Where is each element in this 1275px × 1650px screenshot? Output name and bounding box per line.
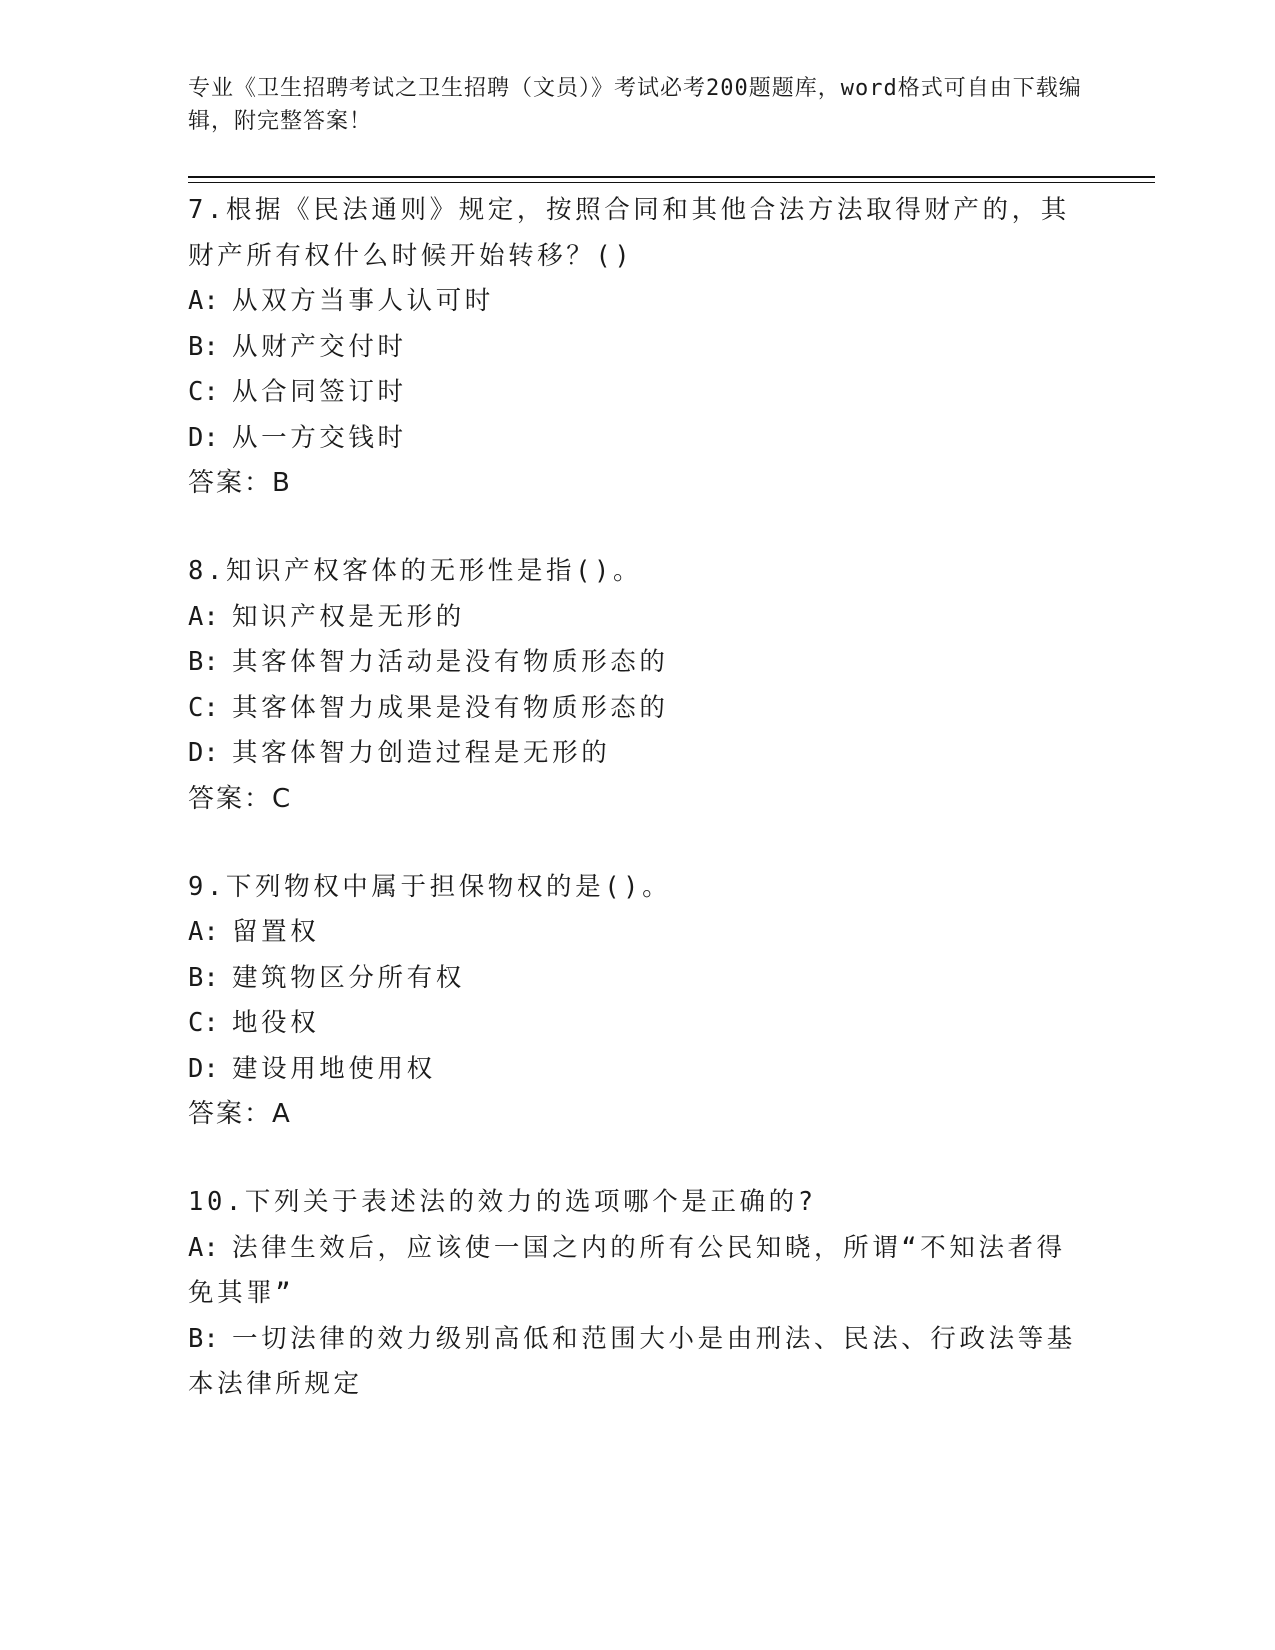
option-b <box>188 640 1088 686</box>
option-key: B: <box>188 647 219 677</box>
option-key: A: <box>188 917 219 947</box>
option-key: B: <box>188 1323 219 1354</box>
option-text: 地役权 <box>232 1008 320 1038</box>
option-text: 一切法律的效力级别高低和范围大小是由刑法、民法、行政法等基本法律所规定 <box>188 1323 1076 1399</box>
option-text: 从财产交付时 <box>232 331 407 362</box>
option-text: 从合同签订时 <box>232 377 407 407</box>
option-b <box>188 956 1088 1002</box>
option-text: 法律生效后，应该使一国之内的所有公民知晓，所谓“不知法者得免其罪” <box>188 1232 1066 1308</box>
option-key: B: <box>188 962 219 993</box>
option-d <box>188 416 1088 462</box>
option-key: D: <box>188 422 219 453</box>
header-divider-thin <box>188 182 1155 183</box>
header-divider-thick <box>188 176 1155 178</box>
question-10 <box>188 1180 1088 1408</box>
question-stem: 10.下列关于表述法的效力的选项哪个是正确的? <box>188 1187 817 1217</box>
option-a <box>188 595 1088 641</box>
option-a <box>188 279 1088 325</box>
option-text: 从一方交钱时 <box>232 422 407 453</box>
option-text: 建设用地使用权 <box>232 1053 436 1084</box>
option-b <box>188 1317 1088 1408</box>
option-key: C: <box>188 1008 219 1038</box>
option-text: 留置权 <box>232 917 320 947</box>
answer-line: 答案：B <box>188 468 292 498</box>
question-list <box>188 188 1088 1451</box>
option-c <box>188 1001 1088 1047</box>
option-b <box>188 325 1088 371</box>
option-text: 从双方当事人认可时 <box>232 286 494 316</box>
option-a <box>188 1226 1088 1317</box>
option-key: D: <box>188 738 219 768</box>
option-key: D: <box>188 1053 219 1084</box>
option-text: 其客体智力创造过程是无形的 <box>232 738 611 768</box>
option-a <box>188 910 1088 956</box>
question-stem: 7.根据《民法通则》规定，按照合同和其他合法方法取得财产的，其财产所有权什么时候开始转移？() <box>188 195 1070 271</box>
option-d <box>188 1047 1088 1093</box>
option-c <box>188 370 1088 416</box>
option-key: A: <box>188 601 219 632</box>
option-text: 建筑物区分所有权 <box>232 962 465 993</box>
option-key: B: <box>188 331 219 362</box>
option-key: C: <box>188 692 219 723</box>
question-stem: 8.知识产权客体的无形性是指()。 <box>188 556 643 586</box>
question-8 <box>188 549 1088 822</box>
answer-line: 答案：C <box>188 783 293 814</box>
option-key: A: <box>188 1232 219 1263</box>
option-c <box>188 686 1088 732</box>
answer-line: 答案：A <box>188 1099 292 1129</box>
option-text: 其客体智力活动是没有物质形态的 <box>232 647 669 677</box>
document-header: 专业《卫生招聘考试之卫生招聘（文员）》考试必考200题题库，word格式可自由下载编辑，附完整答案！ <box>188 76 1082 134</box>
option-key: A: <box>188 286 219 316</box>
question-7 <box>188 188 1088 506</box>
option-d <box>188 731 1088 777</box>
option-text: 知识产权是无形的 <box>232 601 465 632</box>
question-stem: 9.下列物权中属于担保物权的是()。 <box>188 871 672 902</box>
option-key: C: <box>188 377 219 407</box>
option-text: 其客体智力成果是没有物质形态的 <box>232 692 669 723</box>
question-9 <box>188 865 1088 1138</box>
